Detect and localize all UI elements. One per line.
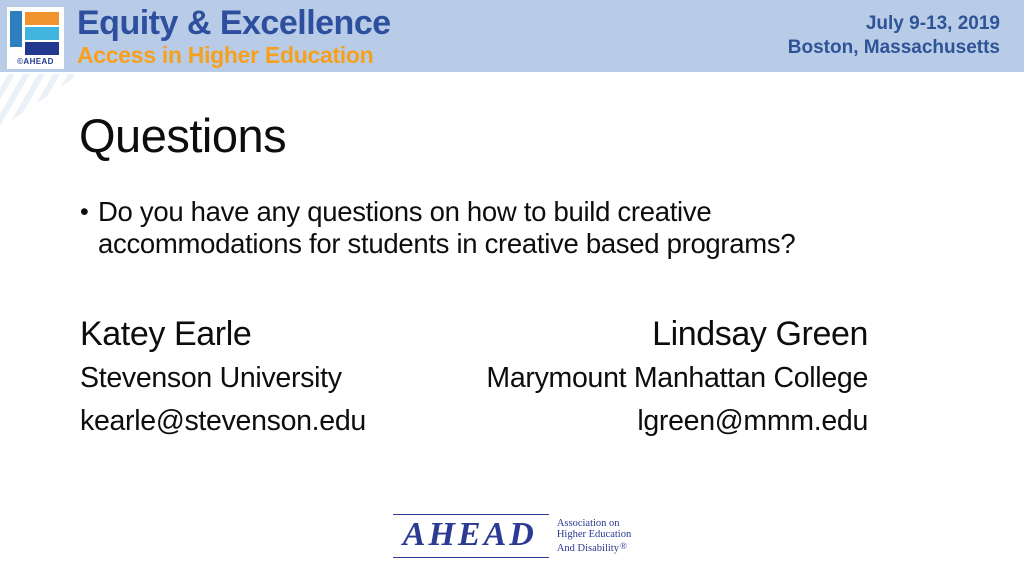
contact-right-org: Marymount Manhattan College <box>486 362 868 394</box>
ahead-text-line3: And Disability® <box>556 540 627 554</box>
contact-right-email: lgreen@mmm.edu <box>637 405 868 437</box>
conference-dates: July 9-13, 2019 <box>865 13 1000 34</box>
logo-bar-lightblue <box>25 27 59 40</box>
header-banner <box>0 0 1024 72</box>
ahead-block-logo <box>7 7 64 69</box>
conference-subtitle: Access in Higher Education <box>77 42 374 68</box>
conference-date-block <box>788 12 1000 60</box>
ahead-wordmark: AHEAD <box>393 514 549 558</box>
logo-bar-orange <box>25 12 59 25</box>
bullet-text: Do you have any questions on how to build creative accommodations for students in creative based programs? <box>98 196 796 259</box>
logo-bar-navy <box>25 42 59 55</box>
contact-block-left <box>80 311 366 443</box>
contact-block-right <box>486 311 868 443</box>
contact-left-email: kearle@stevenson.edu <box>80 405 366 437</box>
conference-title: Equity & Excellence <box>77 4 391 42</box>
ahead-association-text <box>557 518 631 555</box>
bullet-item <box>80 196 886 260</box>
logo-caption: ©AHEAD <box>17 57 54 66</box>
registered-trademark-icon: ® <box>619 540 627 551</box>
conference-location: Boston, Massachusetts <box>787 37 1000 58</box>
ahead-text-line2: Higher Education <box>556 529 632 541</box>
contact-right-name: Lindsay Green <box>652 315 868 353</box>
ahead-footer-logo <box>0 514 1024 558</box>
conference-brand <box>77 5 391 68</box>
ahead-text-line1: Association on <box>556 517 620 529</box>
contact-left-org: Stevenson University <box>80 362 342 394</box>
logo-vertical-bar <box>10 11 22 47</box>
decorative-watermark <box>0 74 80 128</box>
contact-left-name: Katey Earle <box>80 315 252 353</box>
bullet-marker: • <box>80 198 89 226</box>
page-title: Questions <box>79 109 287 162</box>
